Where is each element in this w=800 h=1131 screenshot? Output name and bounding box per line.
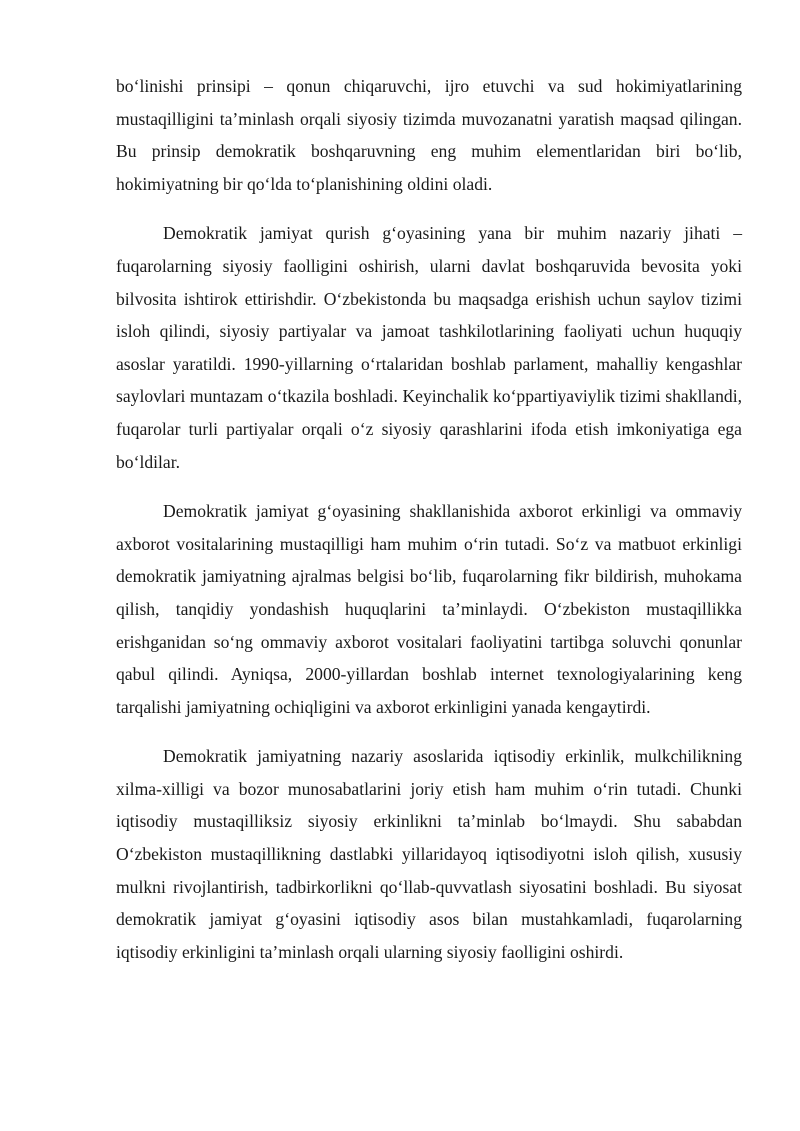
document-page [116, 70, 742, 985]
paragraph-4: Demokratik jamiyatning nazariy asoslarida iqtisodiy erkinlik, mulkchilikning xilma-xilligi va bozor munosabatlarini joriy etish ham muhim o‘rin tutadi. Chunki iqtisodiy mustaqilliksiz siyosiy erkinlikni ta’minlab bo‘lmaydi. Shu sababdan O‘zbekiston mustaqillikning dastlabki yillaridayoq iqtisodiyotni isloh qilish, xususiy mulkni rivojlantirish, tadbirkorlikni qo‘llab-quvvatlash siyosatini boshladi. Bu siyosat demokratik jamiyat g‘oyasini iqtisodiy asos bilan mustahkamladi, fuqarolarning iqtisodiy erkinligini ta’minlash orqali ularning siyosiy faolligini oshirdi. [116, 746, 742, 962]
paragraph-2: Demokratik jamiyat qurish g‘oyasining yana bir muhim nazariy jihati – fuqarolarning siyosiy faolligini oshirish, ularni davlat boshqaruvida bevosita yoki bilvosita ishtirok ettirishdir. O‘zbekistonda bu maqsadga erishish uchun saylov tizimi isloh qilindi, siyosiy partiyalar va jamoat tashkilotlarining faoliyati uchun huquqiy asoslar yaratildi. 1990-yillarning o‘rtalaridan boshlab parlament, mahalliy kengashlar saylovlari muntazam o‘tkazila boshladi. Keyinchalik ko‘ppartiyaviylik tizimi shakllandi, fuqarolar turli partiyalar orqali o‘z siyosiy qarashlarini ifoda etish imkoniyatiga ega bo‘ldilar. [116, 223, 742, 472]
paragraph-3: Demokratik jamiyat g‘oyasining shakllanishida axborot erkinligi va ommaviy axborot vositalarining mustaqilligi ham muhim o‘rin tutadi. So‘z va matbuot erkinligi demokratik jamiyatning ajralmas belgisi bo‘lib, fuqarolarning fikr bildirish, muhokama qilish, tanqidiy yondashish huquqlarini ta’minlaydi. O‘zbekiston mustaqillikka erishganidan so‘ng ommaviy axborot vositalari faoliyatini tartibga soluvchi qonunlar qabul qilindi. Ayniqsa, 2000-yillardan boshlab internet texnologiyalarining keng tarqalishi jamiyatning ochiqligini va axborot erkinligini yanada kengaytirdi. [116, 501, 742, 717]
paragraph-1: bo‘linishi prinsipi – qonun chiqaruvchi, ijro etuvchi va sud hokimiyatlarining mustaqilligini ta’minlash orqali siyosiy tizimda muvozanatni yaratish maqsad qilingan. Bu prinsip demokratik boshqaruvning eng muhim elementlaridan biri bo‘lib, hokimiyatning bir qo‘lda to‘planishining oldini oladi. [116, 76, 742, 194]
